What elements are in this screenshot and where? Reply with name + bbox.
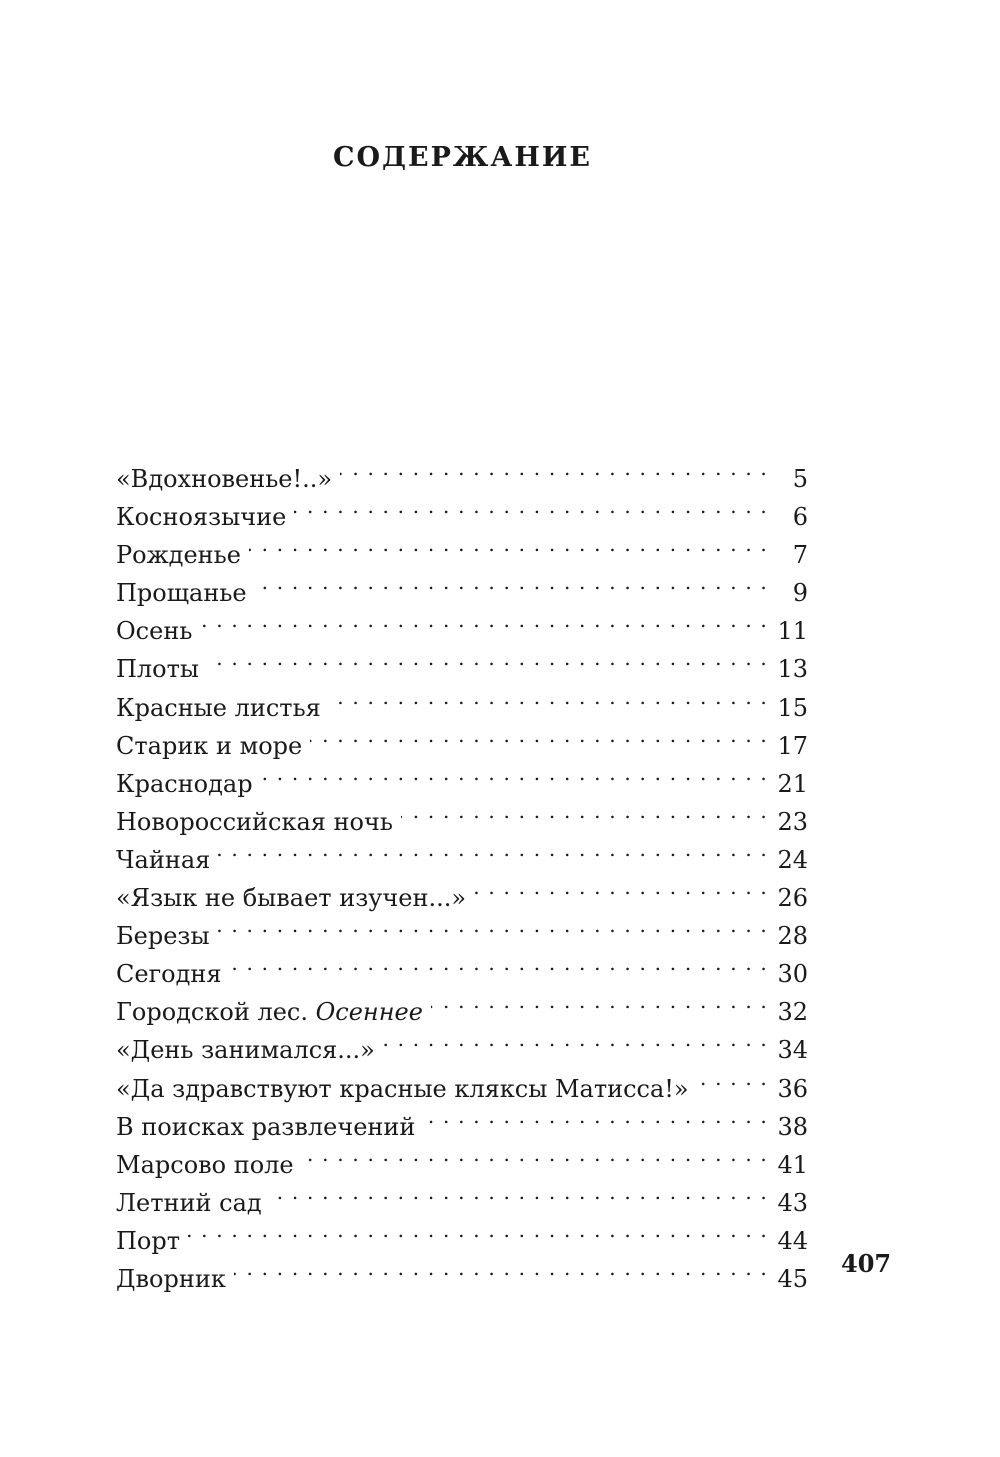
dot-leader — [340, 449, 768, 487]
toc-entry[interactable] — [116, 944, 808, 989]
dot-leader — [423, 1097, 768, 1135]
toc-entry[interactable] — [116, 449, 808, 493]
entry-page-number: 23 — [777, 807, 808, 836]
dot-leader — [230, 944, 768, 982]
entry-title: «День занимался...» — [116, 1036, 375, 1065]
dot-leader — [431, 982, 768, 1020]
entry-title: Краснодар — [116, 769, 253, 798]
toc-entry[interactable] — [116, 830, 808, 874]
entry-title: Сегодня — [116, 960, 222, 989]
entry-page-number: 21 — [777, 769, 808, 798]
dot-leader — [294, 487, 768, 525]
entry-page-number: 17 — [777, 731, 808, 760]
dot-leader — [474, 868, 768, 906]
entry-page-number: 11 — [777, 617, 808, 646]
dot-leader — [249, 525, 768, 563]
dot-leader — [200, 601, 768, 639]
entry-title: Порт — [116, 1226, 181, 1255]
entry-page-number: 24 — [777, 845, 808, 874]
dot-leader — [218, 830, 768, 868]
toc-entry[interactable] — [116, 906, 808, 951]
entry-page-number: 44 — [777, 1226, 808, 1255]
page-title: СОДЕРЖАНИЕ — [333, 142, 592, 173]
entry-subtitle: Осеннее — [315, 998, 423, 1027]
entry-title: Чайная — [116, 845, 211, 874]
entry-title: Летний сад — [116, 1188, 262, 1217]
entry-title: Дворник — [116, 1264, 226, 1293]
entry-page-number: 45 — [777, 1264, 808, 1293]
page-number: 407 — [841, 1249, 892, 1278]
entry-title: Красные листья — [116, 693, 321, 722]
entry-title: «Вдохновенье!..» — [116, 465, 333, 493]
toc-entry[interactable] — [116, 601, 808, 646]
entry-page-number: 38 — [777, 1112, 808, 1141]
entry-title: Марсово поле — [116, 1150, 294, 1179]
entry-title: Старик и море — [116, 731, 303, 760]
entry-title-main: Городской лес. — [116, 998, 308, 1027]
entry-page-number: 7 — [792, 541, 808, 570]
entry-page-number: 43 — [777, 1188, 808, 1217]
toc-entry[interactable] — [116, 639, 808, 684]
toc-entry[interactable] — [116, 868, 808, 913]
entry-title: «Язык не бывает изучен...» — [116, 884, 467, 913]
dot-leader — [207, 639, 768, 677]
entry-title: В поисках развлечений — [116, 1112, 416, 1141]
entry-page-number: 30 — [777, 960, 808, 989]
entry-title: Новороссийская ночь — [116, 807, 393, 836]
dot-leader — [261, 754, 768, 792]
entry-page-number: 15 — [777, 693, 808, 722]
entry-page-number: 13 — [777, 655, 808, 684]
dot-leader — [302, 1135, 768, 1173]
dot-leader — [383, 1020, 768, 1058]
toc-entry[interactable] — [116, 1211, 808, 1255]
toc-entry[interactable] — [116, 678, 808, 722]
entry-page-number: 5 — [792, 465, 808, 493]
entry-title: «Да здравствуют красные кляксы Матисса!» — [116, 1074, 689, 1103]
dot-leader — [697, 1059, 768, 1097]
entry-page-number: 6 — [792, 503, 808, 532]
entry-page-number: 9 — [792, 579, 808, 608]
toc-entry[interactable] — [116, 1249, 808, 1293]
dot-leader — [270, 1173, 768, 1211]
entry-page-number: 34 — [777, 1036, 808, 1065]
entry-page-number: 41 — [777, 1150, 808, 1179]
dot-leader — [234, 1249, 768, 1287]
table-of-contents — [116, 449, 808, 1293]
entry-title: Прощанье — [116, 579, 247, 608]
entry-page-number: 36 — [777, 1074, 808, 1103]
entry-title: Косноязычие — [116, 503, 287, 532]
entry-page-number: 32 — [777, 998, 808, 1027]
entry-page-number: 26 — [777, 884, 808, 913]
dot-leader — [218, 906, 768, 944]
dot-leader — [255, 563, 768, 601]
dot-leader — [401, 792, 768, 830]
dot-leader — [188, 1211, 768, 1249]
entry-title: Березы — [116, 922, 210, 951]
dot-leader — [329, 678, 768, 716]
dot-leader — [310, 716, 768, 754]
entry-page-number: 28 — [777, 922, 808, 951]
entry-title: Плоты — [116, 655, 200, 684]
entry-title: Осень — [116, 617, 193, 646]
entry-title: Рожденье — [116, 541, 241, 570]
